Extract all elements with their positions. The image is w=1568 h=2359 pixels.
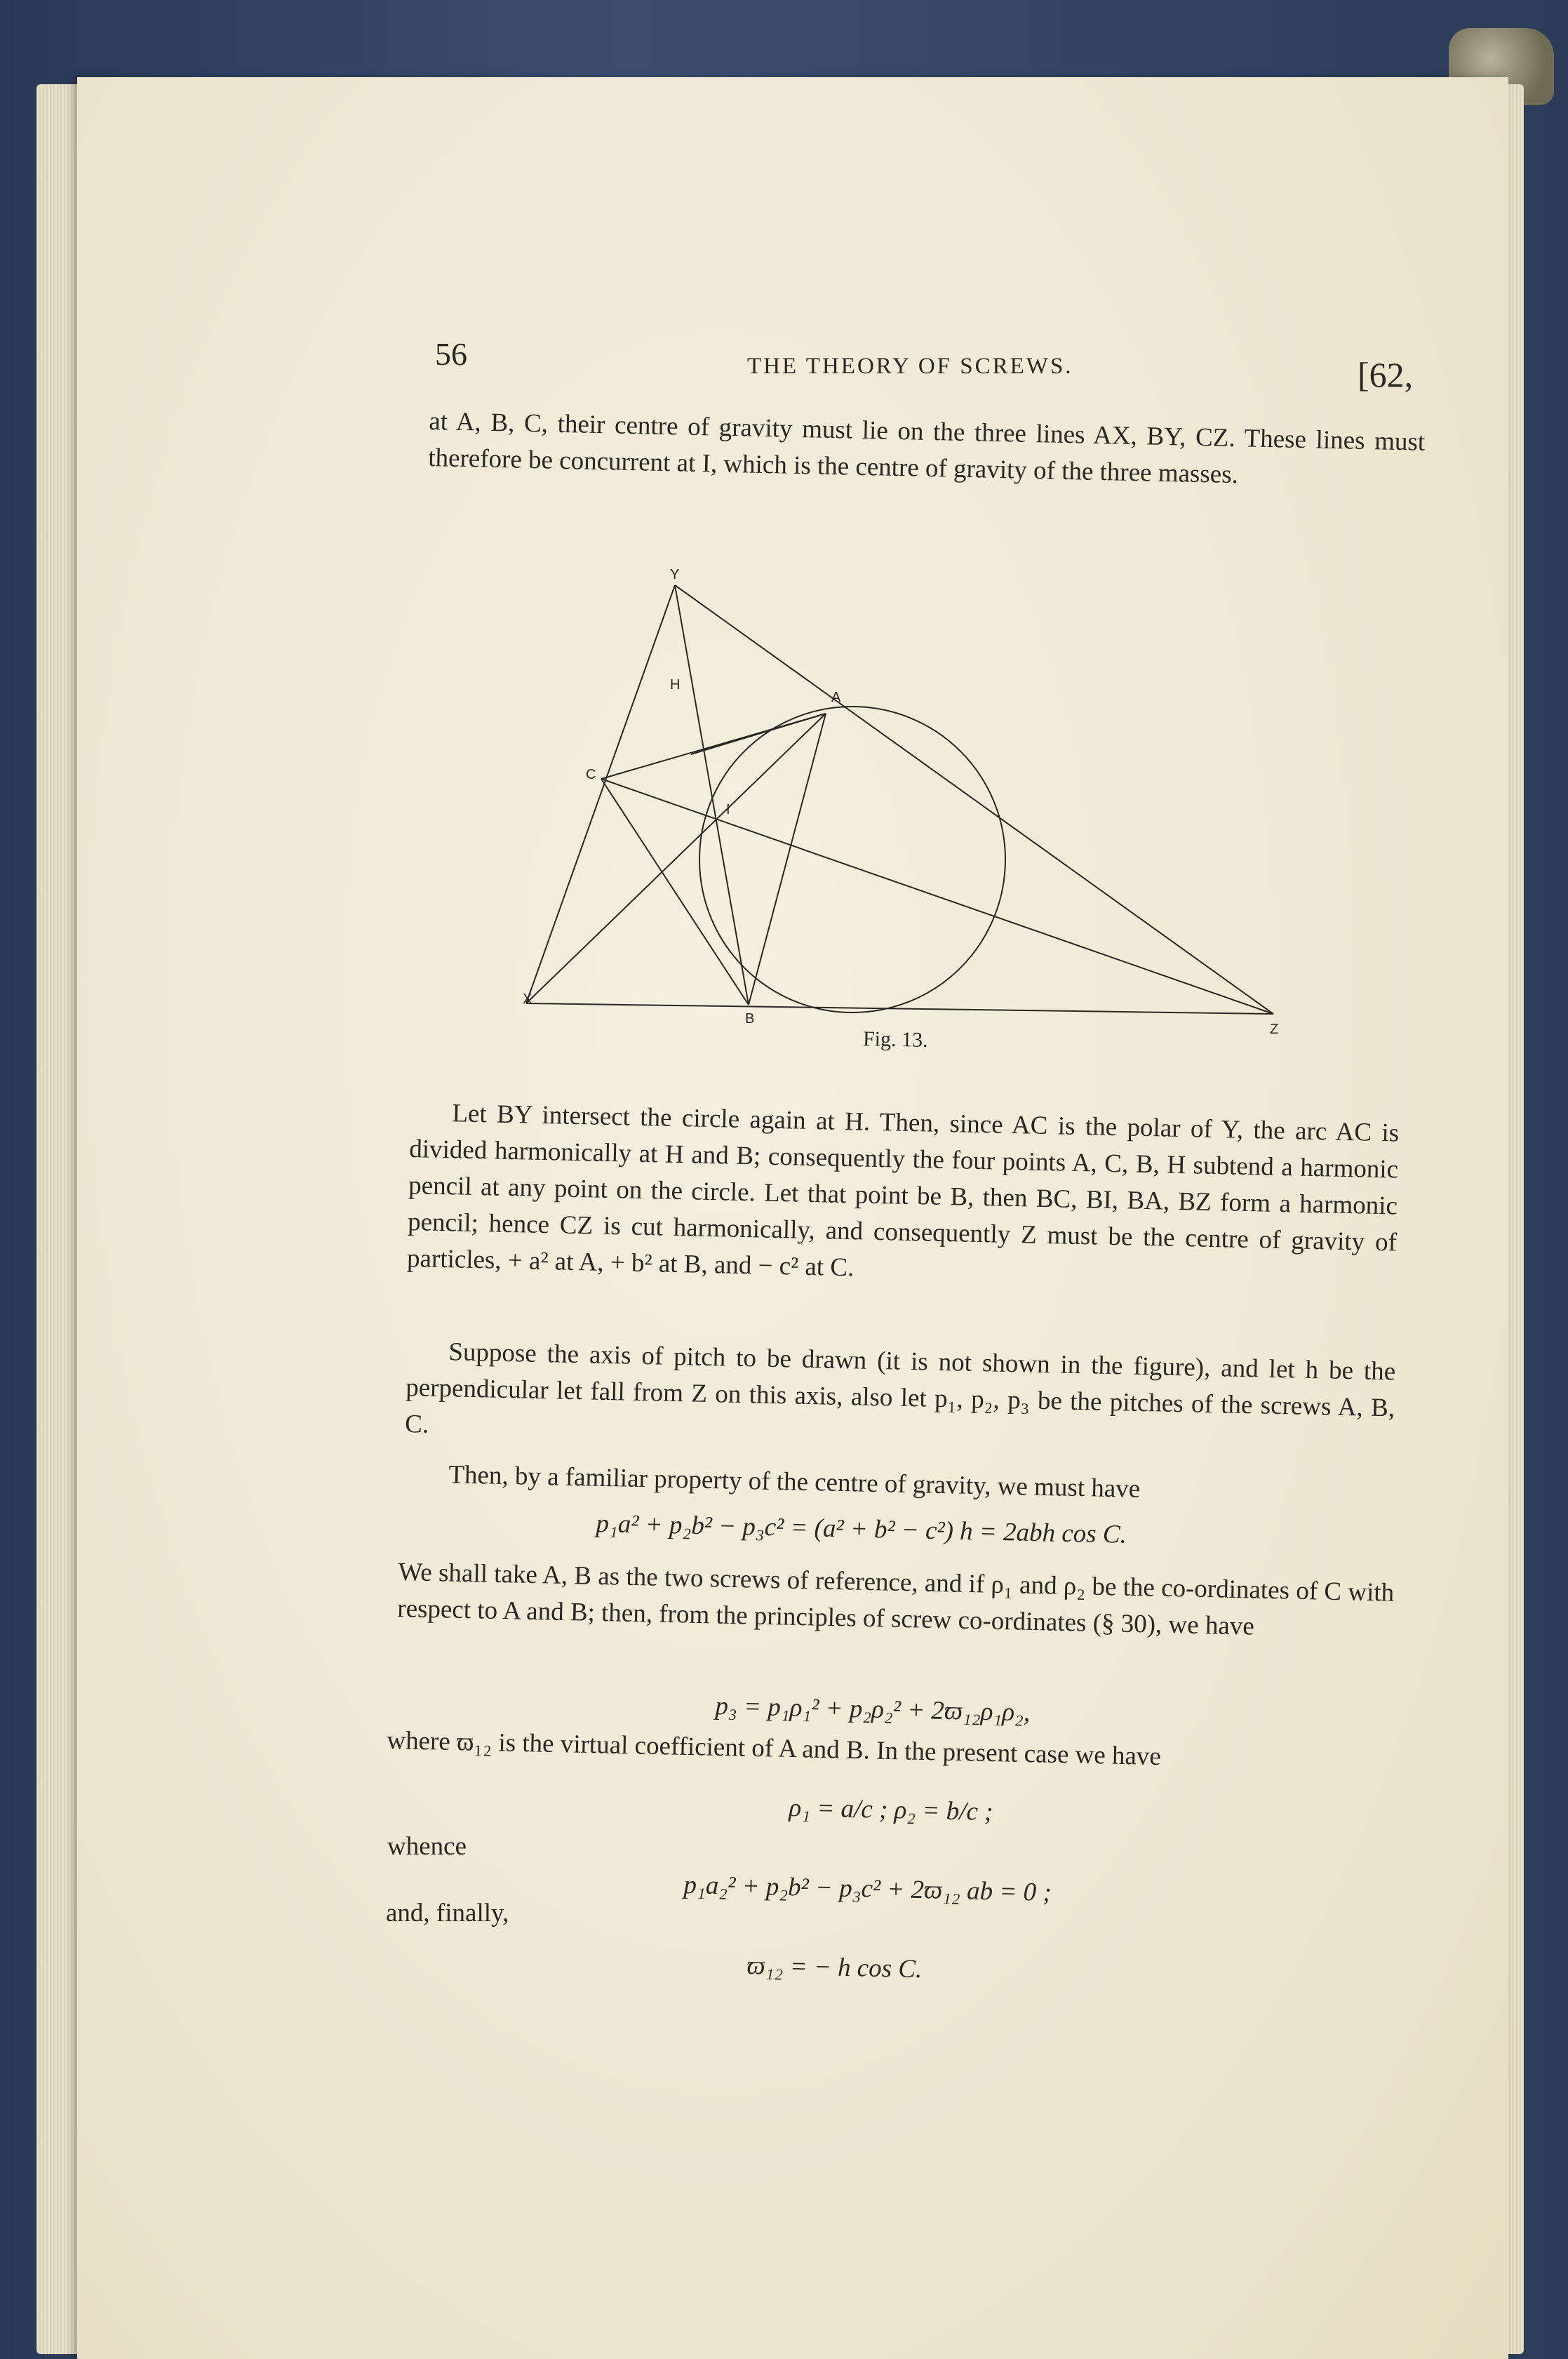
paragraph-2 bbox=[407, 1095, 1400, 1297]
page-number: 56 bbox=[435, 336, 467, 372]
label-I: I bbox=[726, 802, 730, 817]
label-Y: Y bbox=[670, 567, 680, 582]
section-number: [62, bbox=[1358, 355, 1414, 394]
paragraph-3 bbox=[405, 1333, 1396, 1463]
paragraph-1-text: at A, B, C, their centre of gravity must lie on the three lines AX, BY, CZ. These lines must therefore be concurrent at I, which is the centre of gravity of the three masses. bbox=[427, 406, 1426, 490]
paragraph-5-text: We shall take A, B as the two screws of reference, and if ρ₁ and ρ₂ be the co-ordinates of C with respect to A and B; then, from the principles of screw co-ordinates (§ 30), we have bbox=[396, 1557, 1395, 1641]
figure-caption: Fig. 13. bbox=[862, 1027, 928, 1052]
equation-5: ϖ₁₂ = − h cos C. bbox=[746, 1951, 923, 1984]
equation-1: p₁a² + p₂b² − p₃c² = (a² + b² − c²) h = 2abh cos C. bbox=[596, 1509, 1127, 1549]
word-finally: and, finally, bbox=[386, 1899, 509, 1927]
line-AB bbox=[749, 714, 826, 1005]
label-A: A bbox=[831, 690, 841, 705]
line-YX bbox=[526, 585, 675, 1003]
paragraph-3-text: Suppose the axis of pitch to be drawn (it is not shown in the figure), and let h be the perpendicular let fall from Z on this axis, also let p₁, p₂, p₃ be the pitches of the screws A, B, C. bbox=[404, 1337, 1396, 1439]
label-C: C bbox=[586, 767, 596, 782]
word-whence: whence bbox=[387, 1832, 467, 1861]
equation-4: p₁a₂² + p₂b² − p₃c² + 2ϖ₁₂ ab = 0 ; bbox=[683, 1870, 1052, 1907]
equation-2: p₃ = p₁ρ₁² + p₂ρ₂² + 2ϖ₁₂ρ₁ρ₂, bbox=[715, 1691, 1031, 1728]
paragraph-2-text: Let BY intersect the circle again at H. Then, since AC is the polar of Y, the arc AC is divided harmonically at H and B; consequently the four points A, C, B, H subtend a harmonic pencil at any point on the circle. Let that point be B, then BC, BI, BA, BZ form a harmonic pencil; hence CZ is cut harmonically, and consequently Z must be the centre of gravity of particles, + a² at A, + b² at B, and − c² at C. bbox=[406, 1099, 1400, 1283]
label-Z: Z bbox=[1270, 1022, 1279, 1037]
label-H: H bbox=[670, 677, 681, 693]
paragraph-6-text: where ϖ₁₂ is the virtual coefficient of A and B. In the present case we have bbox=[387, 1725, 1162, 1772]
line-YZ bbox=[675, 585, 1273, 1014]
figure-13-diagram bbox=[512, 567, 1340, 1038]
line-CZ bbox=[601, 779, 1273, 1014]
circle bbox=[699, 707, 1005, 1013]
label-B: B bbox=[745, 1011, 755, 1027]
label-X: X bbox=[523, 991, 532, 1007]
line-YB bbox=[675, 585, 749, 1005]
paragraph-4-text: Then, by a familiar property of the centre of gravity, we must have bbox=[448, 1460, 1141, 1504]
running-title: THE THEORY OF SCREWS. bbox=[747, 354, 1073, 379]
equation-3: ρ₁ = a/c ; ρ₂ = b/c ; bbox=[789, 1793, 993, 1827]
